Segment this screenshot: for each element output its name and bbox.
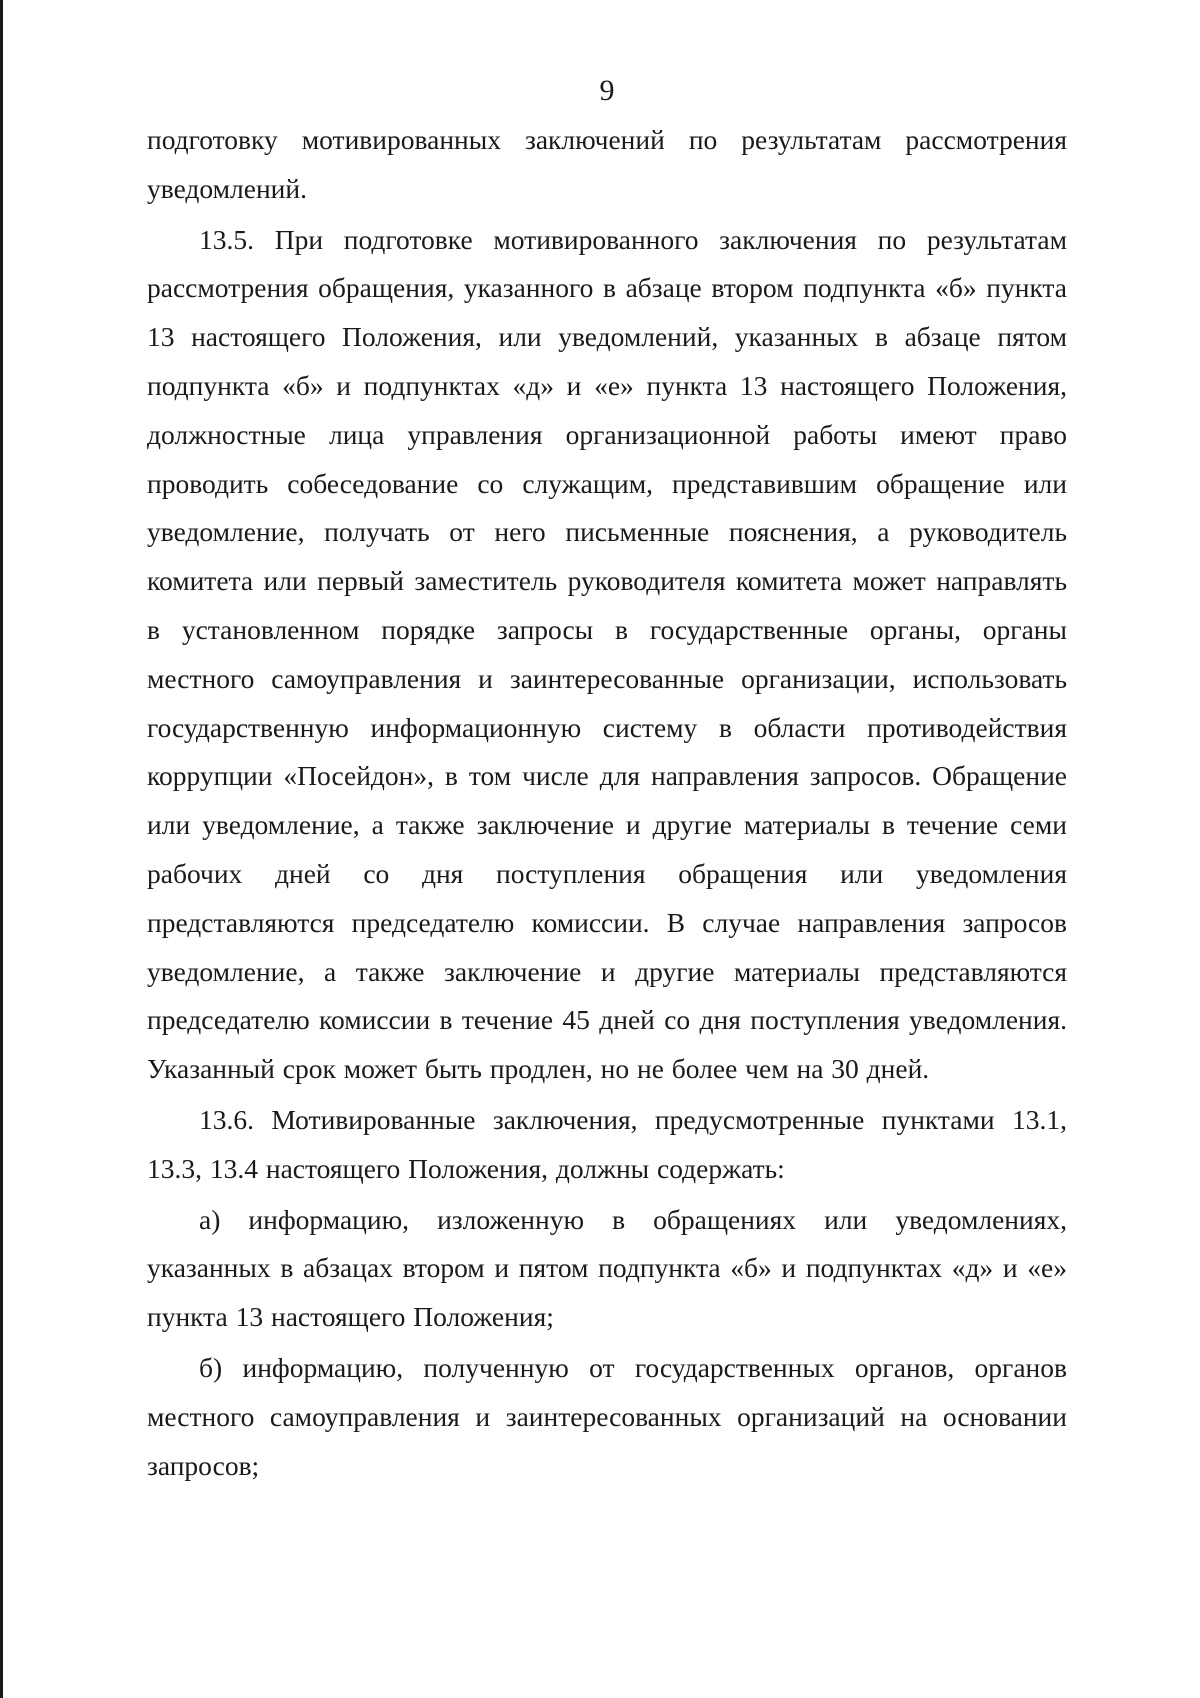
paragraph-continuation: подготовку мотивированных заключений по результатам рассмотрения уведомлений.: [147, 124, 1067, 204]
page-number: 9: [599, 74, 615, 107]
paragraph-13-6-a: а) информацию, изложенную в обращениях или уведомлениях, указанных в абзацах втором и пятом подпункта «б» и подпунктах «д» и «е» пункта 13 настоящего Положения;: [147, 1203, 1067, 1333]
paragraph-13-6-b: б) информацию, полученную от государственных органов, органов местного самоуправления и заинтересованных организаций на основании запросов;: [147, 1351, 1067, 1481]
paragraph-13-5: 13.5. При подготовке мотивированного заключения по результатам рассмотрения обращения, указанного в абзаце втором подпункта «б» пункта 13 настоящего Положения, или уведомлений, указанных в абзаце пятом подпункта «б» и подпунктах «д» и «е» пункта 13 настоящего Положения, должностные лица управления организационной работы имеют право проводить собеседование со служащим, представившим обращение или уведомление, получать от него письменные пояснения, а руководитель комитета или первый заместитель руководителя комитета может направлять в установленном порядке запросы в государственные органы, органы местного самоуправления и заинтересованные организации, использовать государственную информационную систему в области противодействия коррупции «Посейдон», в том числе для направления запросов. Обращение или уведомление, а также заключение и другие материалы в течение семи рабочих дней со дня поступления обращения или уведомления представляются председателю комиссии. В случае направления запросов уведомление, а также заключение и другие материалы представляются председателю комиссии в течение 45 дней со дня поступления уведомления. Указанный срок может быть продлен, но не более чем на 30 дней.: [147, 223, 1067, 1085]
document-page: [147, 60, 1067, 1490]
scan-edge-line: [0, 0, 3, 1698]
paragraph-13-6: 13.6. Мотивированные заключения, предусмотренные пунктами 13.1, 13.3, 13.4 настоящего Положения, должны содержать:: [147, 1103, 1067, 1184]
